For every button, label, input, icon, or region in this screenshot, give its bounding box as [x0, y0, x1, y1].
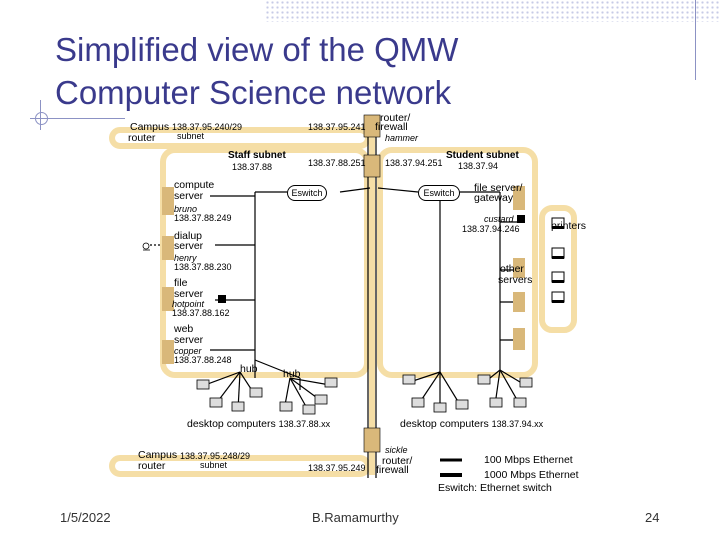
desktop-icon	[490, 398, 502, 407]
staff-hub-label-2: hub	[283, 368, 301, 380]
student-router-ip: 138.37.94.251	[385, 158, 443, 168]
desktop-icon	[514, 398, 526, 407]
top-router-label: router	[128, 132, 156, 144]
printers-label: printers	[551, 220, 587, 232]
student-desktops-text: desktop computers	[400, 418, 489, 430]
staff-router-ip: 138.37.88.251	[308, 158, 366, 168]
student-desktops-ip: 138.37.94.xx	[491, 419, 544, 429]
custard-label: custard	[484, 214, 514, 224]
bottom-campus-ip: 138.37.95.248/29	[180, 451, 251, 461]
bottom-router-label: router	[138, 460, 166, 472]
compute-server-icon	[162, 187, 174, 215]
slide-date: 1/5/2022	[60, 510, 111, 525]
slide-author: B.Ramamurthy	[312, 510, 399, 525]
bottom-campus-label: Campus	[138, 449, 178, 461]
staff-subnet-ip: 138.37.88	[232, 162, 273, 172]
internal-router-icon	[364, 155, 380, 177]
legend-100-label: 100 Mbps Ethernet	[484, 454, 573, 466]
other-servers-label-1: other	[500, 263, 524, 275]
desktop-icon	[456, 400, 468, 409]
slide-page-number: 24	[645, 510, 660, 525]
top-campus-label: Campus	[130, 121, 170, 133]
legend-1000-label: 1000 Mbps Ethernet	[484, 469, 579, 481]
desktop-icon	[412, 398, 424, 407]
student-subnet-ip: 138.37.94	[458, 161, 499, 171]
web-server-icon	[162, 340, 174, 364]
bottom-firewall-router-label: router/	[382, 455, 413, 467]
other-servers-label-2: servers	[498, 274, 533, 286]
desktop-icon	[520, 378, 532, 387]
staff-desktops-ip: 138.37.88.xx	[278, 419, 331, 429]
copper-ip: 138.37.88.248	[174, 355, 232, 365]
other-server-icon-2	[513, 292, 525, 312]
compute-server-label-2: server	[174, 190, 204, 202]
top-firewall-label: firewall	[375, 121, 408, 133]
desktop-icon	[325, 378, 337, 387]
henry-ip: 138.37.88.230	[174, 262, 232, 272]
modem-icon	[143, 243, 150, 250]
copper-label: copper	[174, 346, 202, 356]
top-firewall-router-label: router/	[380, 112, 411, 124]
compute-server-label-1: compute	[174, 179, 215, 191]
staff-hub-label-1: hub	[240, 363, 258, 375]
web-server-label-2: server	[174, 334, 204, 346]
staff-desktops-label	[187, 419, 330, 430]
file-server-label-2: server	[174, 288, 204, 300]
bottom-subnet-label: subnet	[200, 460, 228, 470]
bruno-label: bruno	[174, 204, 198, 214]
custard-disk-icon	[517, 215, 525, 223]
bruno-ip: 138.37.88.249	[174, 213, 232, 223]
sickle-label: sickle	[385, 445, 408, 455]
bottom-router-ip: 138.37.95.249	[308, 463, 366, 473]
custard-ip: 138.37.94.246	[462, 224, 520, 234]
top-router-ip: 138.37.95.241	[308, 122, 366, 132]
hotpoint-disk-icon	[218, 295, 226, 303]
file-gateway-label-1: file server/	[474, 182, 523, 194]
printer-trays	[552, 226, 564, 303]
student-desktop-icons	[403, 375, 532, 412]
desktop-icon	[403, 375, 415, 384]
slide-title-line-2: Computer Science network	[55, 74, 452, 111]
web-server-label-1: web	[174, 323, 194, 335]
student-ethernet-switch: Eswitch	[418, 185, 460, 201]
dialup-server-label-2: server	[174, 240, 204, 252]
dialup-server-label-1: dialup	[174, 230, 203, 242]
staff-subnet-label: Staff subnet	[228, 150, 286, 161]
file-server-label-1: file	[174, 277, 188, 289]
top-campus-ip: 138.37.95.240/29	[172, 122, 243, 132]
other-server-icon-3	[513, 328, 525, 350]
student-subnet-label: Student subnet	[446, 150, 519, 161]
desktop-icon	[303, 405, 315, 414]
desktop-icon	[197, 380, 209, 389]
staff-ethernet-switch: Eswitch	[287, 185, 327, 201]
legend-lines	[440, 460, 462, 475]
slide-title-line-1: Simplified view of the QMW	[55, 31, 459, 68]
desktop-icon	[478, 375, 490, 384]
file-gateway-label-2: gateway	[474, 192, 514, 204]
staff-desktop-icons	[197, 378, 337, 414]
henry-label: henry	[174, 253, 197, 263]
student-desktops-label	[400, 419, 543, 430]
hotpoint-ip: 138.37.88.162	[172, 308, 230, 318]
desktop-icon	[280, 402, 292, 411]
desktop-icon	[232, 402, 244, 411]
dialup-server-icon	[162, 236, 174, 260]
bottom-firewall-router-icon	[364, 428, 380, 452]
desktop-icon	[434, 403, 446, 412]
desktop-icon	[315, 395, 327, 404]
staff-desktops-text: desktop computers	[187, 418, 276, 430]
hammer-label: hammer	[385, 133, 419, 143]
desktop-icon	[210, 398, 222, 407]
hotpoint-label: hotpoint	[172, 299, 205, 309]
bottom-firewall-label: firewall	[376, 464, 409, 476]
desktop-icon	[250, 388, 262, 397]
legend-eswitch-label: Eswitch: Ethernet switch	[438, 482, 552, 494]
top-subnet-label: subnet	[177, 131, 205, 141]
